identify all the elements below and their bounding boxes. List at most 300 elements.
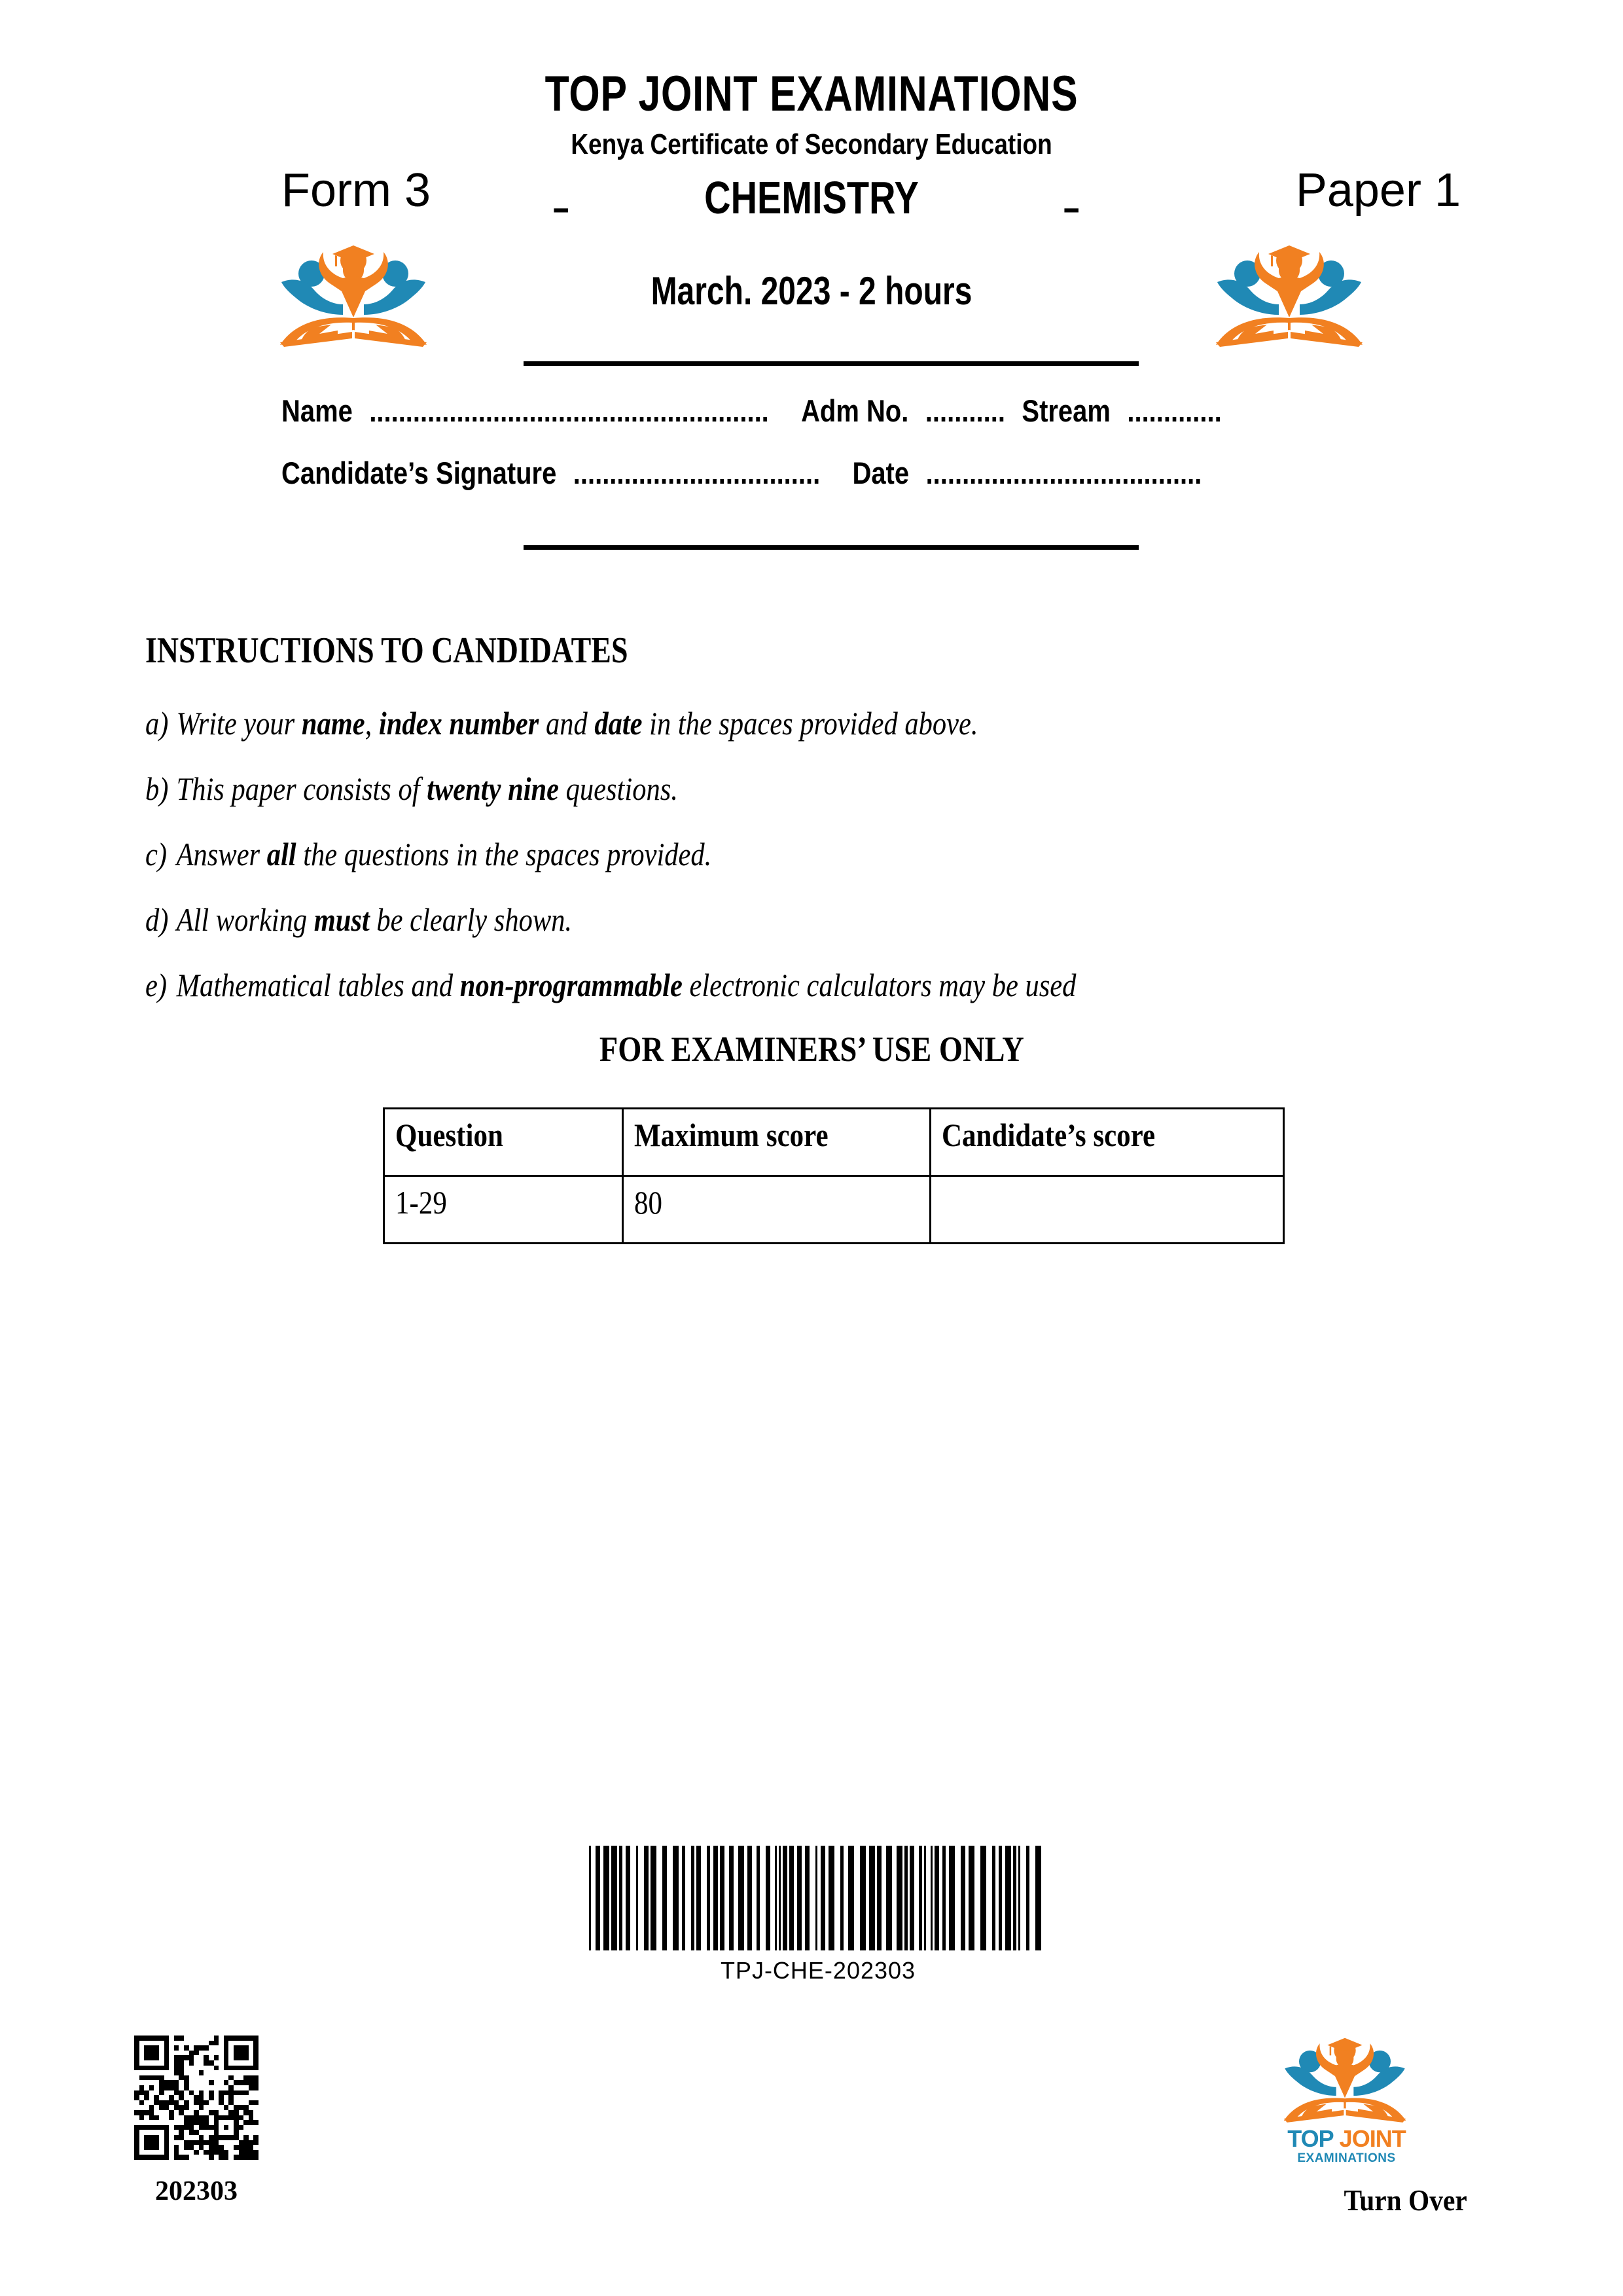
qr-module: [219, 2130, 224, 2135]
qr-module: [224, 2120, 229, 2125]
qr-module: [139, 2125, 145, 2130]
qr-module: [194, 2115, 199, 2121]
qr-module: [149, 2110, 154, 2115]
qr-module: [219, 2041, 224, 2046]
qr-module: [209, 2145, 214, 2150]
qr-module: [209, 2155, 214, 2160]
name-input-dots[interactable]: .......................................................: [369, 393, 769, 428]
barcode-space: [834, 1846, 840, 1950]
qr-module: [199, 2070, 204, 2075]
qr-module: [184, 2130, 189, 2135]
qr-module: [174, 2115, 179, 2121]
qr-module: [204, 2125, 209, 2130]
qr-module: [134, 2115, 139, 2121]
barcode-bar: [747, 1846, 752, 1950]
qr-module: [249, 2105, 254, 2110]
qr-module: [164, 2130, 169, 2135]
qr-module: [204, 2110, 209, 2115]
qr-module: [149, 2115, 154, 2121]
qr-module: [184, 2066, 189, 2071]
qr-module: [249, 2066, 254, 2071]
qr-module: [199, 2080, 204, 2085]
qr-module: [179, 2150, 184, 2155]
qr-module: [159, 2055, 164, 2060]
qr-module: [134, 2066, 139, 2071]
qr-module: [154, 2036, 159, 2041]
qr-module: [194, 2120, 199, 2125]
qr-module: [164, 2055, 169, 2060]
qr-module: [164, 2066, 169, 2071]
qr-module: [159, 2140, 164, 2145]
qr-module: [144, 2036, 149, 2041]
qr-module: [228, 2155, 234, 2160]
qr-module: [154, 2130, 159, 2135]
qr-module: [184, 2110, 189, 2115]
instruction-text: All working: [176, 901, 314, 938]
qr-module: [134, 2036, 139, 2041]
qr-module: [253, 2155, 259, 2160]
qr-module: [169, 2115, 174, 2121]
qr-module: [134, 2120, 139, 2125]
qr-module: [154, 2051, 159, 2056]
cell-question-range: 1-29: [384, 1176, 623, 1244]
qr-module: [189, 2110, 194, 2115]
qr-module: [224, 2070, 229, 2075]
qr-module: [219, 2135, 224, 2140]
qr-module: [224, 2145, 229, 2150]
qr-module: [184, 2055, 189, 2060]
qr-module: [154, 2105, 159, 2110]
turn-over-label: Turn Over: [1344, 2183, 1467, 2217]
qr-module: [228, 2095, 234, 2100]
qr-module: [239, 2095, 244, 2100]
qr-module: [144, 2100, 149, 2106]
qr-module: [194, 2060, 199, 2066]
qr-module: [228, 2120, 234, 2125]
qr-module: [209, 2066, 214, 2071]
qr-module: [174, 2130, 179, 2135]
qr-module: [209, 2120, 214, 2125]
qr-module: [134, 2070, 139, 2075]
qr-module: [253, 2041, 259, 2046]
qr-module: [169, 2051, 174, 2056]
qr-module: [139, 2070, 145, 2075]
qr-module: [249, 2080, 254, 2085]
qr-module: [209, 2125, 214, 2130]
qr-module: [174, 2140, 179, 2145]
qr-module: [249, 2055, 254, 2060]
qr-module: [189, 2145, 194, 2150]
qr-module: [144, 2075, 149, 2081]
qr-module: [209, 2150, 214, 2155]
cell-candidate-score[interactable]: [931, 1176, 1284, 1244]
barcode-bar: [860, 1846, 866, 1950]
qr-module: [149, 2070, 154, 2075]
signature-input-dots[interactable]: ..................................: [573, 456, 821, 490]
barcode-space: [926, 1846, 931, 1950]
qr-module: [194, 2055, 199, 2060]
barcode-bar: [644, 1846, 649, 1950]
qr-module: [243, 2060, 249, 2066]
qr-module: [243, 2066, 249, 2071]
barcode-bar: [935, 1846, 939, 1950]
qr-module: [139, 2100, 145, 2106]
qr-module: [214, 2155, 219, 2160]
qr-module: [228, 2060, 234, 2066]
qr-module: [174, 2155, 179, 2160]
qr-module: [169, 2036, 174, 2041]
instruction-text: electronic calculators may be used: [682, 967, 1077, 1003]
qr-module: [189, 2115, 194, 2121]
qr-module: [154, 2045, 159, 2051]
qr-module: [214, 2045, 219, 2051]
qr-module: [249, 2051, 254, 2056]
qr-module: [243, 2070, 249, 2075]
qr-module: [154, 2110, 159, 2115]
qr-module: [149, 2140, 154, 2145]
qr-module: [144, 2155, 149, 2160]
qr-module: [144, 2135, 149, 2140]
qr-module: [169, 2080, 174, 2085]
qr-module: [228, 2075, 234, 2081]
qr-module: [169, 2085, 174, 2090]
qr-module: [159, 2155, 164, 2160]
qr-module: [234, 2110, 239, 2115]
qr-code-label: 202303: [155, 2176, 238, 2206]
qr-module: [199, 2075, 204, 2081]
qr-module: [159, 2130, 164, 2135]
dash-right-separator: –: [1063, 185, 1080, 230]
adm-no-input-dots[interactable]: ...........: [925, 393, 1005, 428]
barcode-bar: [720, 1846, 724, 1950]
qr-module: [209, 2051, 214, 2056]
qr-module: [179, 2070, 184, 2075]
barcode-bar: [611, 1846, 617, 1950]
brand-top-text: TOP: [1287, 2125, 1334, 2152]
qr-module: [134, 2140, 139, 2145]
qr-module: [204, 2066, 209, 2071]
barcode-bar: [1005, 1846, 1011, 1950]
qr-module: [249, 2075, 254, 2081]
qr-module: [228, 2150, 234, 2155]
qr-module: [253, 2051, 259, 2056]
barcode-space: [656, 1846, 662, 1950]
qr-module: [209, 2036, 214, 2041]
barcode-bar: [603, 1846, 609, 1950]
barcode-bar: [829, 1846, 834, 1950]
barcode-bar: [797, 1846, 802, 1950]
instruction-emphasis: twenty nine: [427, 770, 560, 807]
qr-module: [149, 2085, 154, 2090]
qr-module: [179, 2110, 184, 2115]
qr-module: [199, 2120, 204, 2125]
qr-module: [219, 2051, 224, 2056]
qr-module: [144, 2085, 149, 2090]
qr-module: [144, 2045, 149, 2051]
qr-module: [199, 2066, 204, 2071]
qr-module: [144, 2095, 149, 2100]
qr-module: [239, 2075, 244, 2081]
qr-module: [204, 2060, 209, 2066]
qr-module: [144, 2150, 149, 2155]
qr-module: [134, 2095, 139, 2100]
qr-module: [209, 2055, 214, 2060]
qr-module: [184, 2120, 189, 2125]
qr-module: [219, 2100, 224, 2106]
qr-module: [219, 2145, 224, 2150]
qr-module: [219, 2150, 224, 2155]
qr-module: [239, 2135, 244, 2140]
qr-module: [179, 2155, 184, 2160]
barcode-space: [638, 1846, 644, 1950]
qr-module: [184, 2036, 189, 2041]
qr-module: [209, 2080, 214, 2085]
barcode-space: [724, 1846, 729, 1950]
qr-module: [139, 2155, 145, 2160]
qr-module: [199, 2130, 204, 2135]
qr-module: [144, 2115, 149, 2121]
candidate-identity-row: [281, 393, 1222, 429]
qr-module: [139, 2051, 145, 2056]
qr-module: [204, 2145, 209, 2150]
qr-module: [154, 2060, 159, 2066]
qr-module: [234, 2070, 239, 2075]
qr-module: [243, 2095, 249, 2100]
qr-module: [239, 2155, 244, 2160]
qr-module: [239, 2090, 244, 2096]
qr-module: [209, 2070, 214, 2075]
qr-module: [189, 2041, 194, 2046]
qr-module: [134, 2080, 139, 2085]
qr-module: [149, 2135, 154, 2140]
qr-module: [194, 2140, 199, 2145]
qr-module: [194, 2150, 199, 2155]
qr-module: [253, 2095, 259, 2100]
qr-module: [219, 2066, 224, 2071]
qr-module: [154, 2090, 159, 2096]
qr-module: [253, 2100, 259, 2106]
qr-module: [224, 2115, 229, 2121]
qr-module: [239, 2036, 244, 2041]
instruction-text: questions.: [559, 770, 678, 807]
qr-module: [179, 2140, 184, 2145]
qr-module: [169, 2045, 174, 2051]
qr-module: [159, 2135, 164, 2140]
instruction-marker: b): [145, 770, 169, 807]
qr-module: [209, 2140, 214, 2145]
qr-module: [169, 2125, 174, 2130]
qr-module: [189, 2080, 194, 2085]
qr-module: [209, 2045, 214, 2051]
qr-module: [228, 2105, 234, 2110]
qr-module: [228, 2135, 234, 2140]
qr-module: [253, 2060, 259, 2066]
qr-module: [139, 2105, 145, 2110]
qr-module: [194, 2070, 199, 2075]
qr-module: [228, 2090, 234, 2096]
qr-module: [249, 2145, 254, 2150]
qr-module: [249, 2070, 254, 2075]
barcode-bar: [897, 1846, 902, 1950]
date-input-dots[interactable]: ......................................: [925, 456, 1202, 490]
qr-module: [144, 2120, 149, 2125]
qr-module: [184, 2070, 189, 2075]
qr-module: [249, 2125, 254, 2130]
qr-module: [164, 2125, 169, 2130]
qr-module: [174, 2045, 179, 2051]
qr-code-image: [134, 2036, 259, 2160]
qr-module: [174, 2100, 179, 2106]
qr-module: [189, 2130, 194, 2135]
instruction-item: [145, 821, 1520, 887]
qr-module: [164, 2135, 169, 2140]
qr-module: [139, 2066, 145, 2071]
qr-module: [214, 2041, 219, 2046]
barcode-bar: [848, 1846, 854, 1950]
qr-module: [219, 2075, 224, 2081]
qr-module: [228, 2140, 234, 2145]
paper-number-label: Paper 1: [1295, 164, 1461, 217]
qr-module: [154, 2135, 159, 2140]
qr-module: [164, 2036, 169, 2041]
qr-module: [134, 2060, 139, 2066]
qr-module: [234, 2135, 239, 2140]
qr-module: [243, 2075, 249, 2081]
qr-module: [204, 2100, 209, 2106]
qr-module: [174, 2055, 179, 2060]
qr-module: [243, 2145, 249, 2150]
qr-module: [214, 2130, 219, 2135]
qr-module: [154, 2070, 159, 2075]
qr-module: [134, 2051, 139, 2056]
qr-module: [253, 2090, 259, 2096]
qr-module: [189, 2095, 194, 2100]
qr-module: [179, 2095, 184, 2100]
qr-module: [184, 2100, 189, 2106]
qr-module: [139, 2140, 145, 2145]
qr-module: [174, 2066, 179, 2071]
qr-module: [189, 2045, 194, 2051]
qr-module: [154, 2125, 159, 2130]
qr-module: [174, 2036, 179, 2041]
qr-module: [169, 2100, 174, 2106]
qr-module: [179, 2051, 184, 2056]
barcode-space: [854, 1846, 860, 1950]
qr-module: [234, 2075, 239, 2081]
qr-module: [224, 2090, 229, 2096]
qr-module: [234, 2150, 239, 2155]
qr-module: [174, 2145, 179, 2150]
barcode-label: TPJ-CHE-202303: [720, 1957, 916, 1984]
qr-module: [159, 2095, 164, 2100]
qr-module: [243, 2135, 249, 2140]
qr-module: [219, 2036, 224, 2041]
qr-module: [164, 2150, 169, 2155]
qr-module: [139, 2090, 145, 2096]
qr-module: [224, 2041, 229, 2046]
stream-input-dots[interactable]: .............: [1127, 393, 1222, 428]
qr-module: [234, 2105, 239, 2110]
qr-module: [194, 2041, 199, 2046]
qr-module: [164, 2070, 169, 2075]
barcode-space: [685, 1846, 691, 1950]
qr-module: [144, 2105, 149, 2110]
qr-module: [214, 2100, 219, 2106]
qr-module: [134, 2150, 139, 2155]
qr-module: [179, 2085, 184, 2090]
qr-module: [134, 2085, 139, 2090]
qr-module: [224, 2045, 229, 2051]
subject-title: CHEMISTRY: [704, 172, 919, 223]
qr-module: [239, 2066, 244, 2071]
instructions-heading: INSTRUCTIONS TO CANDIDATES: [145, 630, 628, 671]
qr-module: [159, 2080, 164, 2085]
qr-module: [219, 2070, 224, 2075]
qr-module: [239, 2045, 244, 2051]
qr-module: [144, 2066, 149, 2071]
barcode-bar: [910, 1846, 914, 1950]
qr-module: [194, 2080, 199, 2085]
qr-module: [224, 2150, 229, 2155]
barcode-bar: [766, 1846, 770, 1950]
qr-module: [164, 2120, 169, 2125]
col-header-candidate-score: Candidate’s score: [931, 1109, 1284, 1176]
qr-module: [149, 2055, 154, 2060]
qr-module: [219, 2110, 224, 2115]
qr-module: [194, 2075, 199, 2081]
qr-module: [169, 2070, 174, 2075]
qr-module: [149, 2060, 154, 2066]
qr-module: [204, 2115, 209, 2121]
qr-module: [149, 2045, 154, 2051]
qr-module: [249, 2095, 254, 2100]
barcode-space: [734, 1846, 738, 1950]
barcode-bar: [626, 1846, 630, 1950]
qr-module: [239, 2100, 244, 2106]
qr-module: [134, 2090, 139, 2096]
qr-module: [214, 2090, 219, 2096]
qr-module: [179, 2055, 184, 2060]
qr-module: [239, 2080, 244, 2085]
qr-module: [144, 2140, 149, 2145]
qr-module: [214, 2066, 219, 2071]
qr-module: [179, 2041, 184, 2046]
qr-module: [199, 2145, 204, 2150]
qr-module: [234, 2130, 239, 2135]
qr-module: [228, 2055, 234, 2060]
brand-joint-text: JOINT: [1339, 2125, 1406, 2152]
qr-block: [134, 2036, 259, 2207]
qr-module: [239, 2055, 244, 2060]
qr-module: [253, 2135, 259, 2140]
qr-module: [209, 2115, 214, 2121]
signature-label: Candidate’s Signature: [281, 456, 557, 490]
qr-module: [199, 2041, 204, 2046]
qr-module: [228, 2110, 234, 2115]
qr-module: [194, 2085, 199, 2090]
qr-module: [139, 2130, 145, 2135]
qr-module: [253, 2070, 259, 2075]
qr-module: [253, 2036, 259, 2041]
qr-module: [164, 2100, 169, 2106]
qr-module: [139, 2036, 145, 2041]
barcode-image: [589, 1846, 1047, 1950]
qr-module: [179, 2145, 184, 2150]
qr-module: [184, 2115, 189, 2121]
qr-module: [189, 2105, 194, 2110]
barcode-space: [591, 1846, 596, 1950]
qr-module: [189, 2075, 194, 2081]
